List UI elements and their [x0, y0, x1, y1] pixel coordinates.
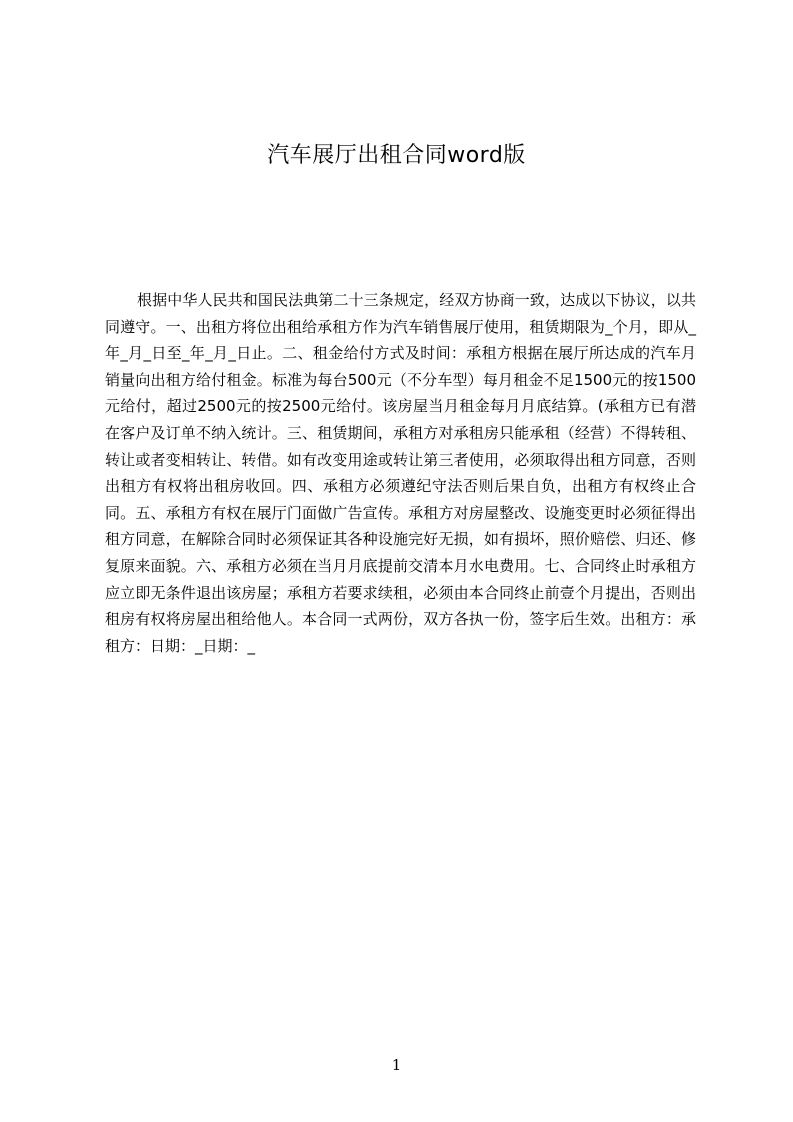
contract-body-text: 根据中华人民共和国民法典第二十三条规定，经双方协商一致，达成以下协议，以共同遵守。一、出租方将位出租给承租方作为汽车销售展厅使用，租赁期限为_个月，即从_年_月_日至_年_月_日止。二、租金给付方式及时间：承租方根据在展厅所达成的汽车月销量向出租方给付租金。标准为每台500元（不分车型）每月租金不足1500元的按1500元给付，超过2500元的按2500元给付。该房屋当月租金每月月底结算。(承租方已有潜在客户及订单不纳入统计。三、租赁期间，承租方对承租房只能承租（经营）不得转租、转让或者变相转让、转借。如有改变用途或转让第三者使用，必须取得出租方同意，否则出租方有权将出租房收回。四、承租方必须遵纪守法否则后果自负，出租方有权终止合同。五、承租方有权在展厅门面做广告宣传。承租方对房屋整改、设施变更时必须征得出租方同意，在解除合同时必须保证其各种设施完好无损，如有损坏，照价赔偿、归还、修复原来面貌。六、承租方必须在当月月底提前交清本月水电费用。七、合同终止时承租方应立即无条件退出该房屋；承租方若要求续租，必须由本合同终止前壹个月提出，否则出租房有权将房屋出租给他人。本合同一式两份，双方各执一份，签字后生效。出租方：承租方：日期：_日期：_	[105, 291, 696, 655]
document-title: 汽车展厅出租合同word版	[267, 143, 526, 168]
page-number: 1	[391, 1056, 402, 1074]
